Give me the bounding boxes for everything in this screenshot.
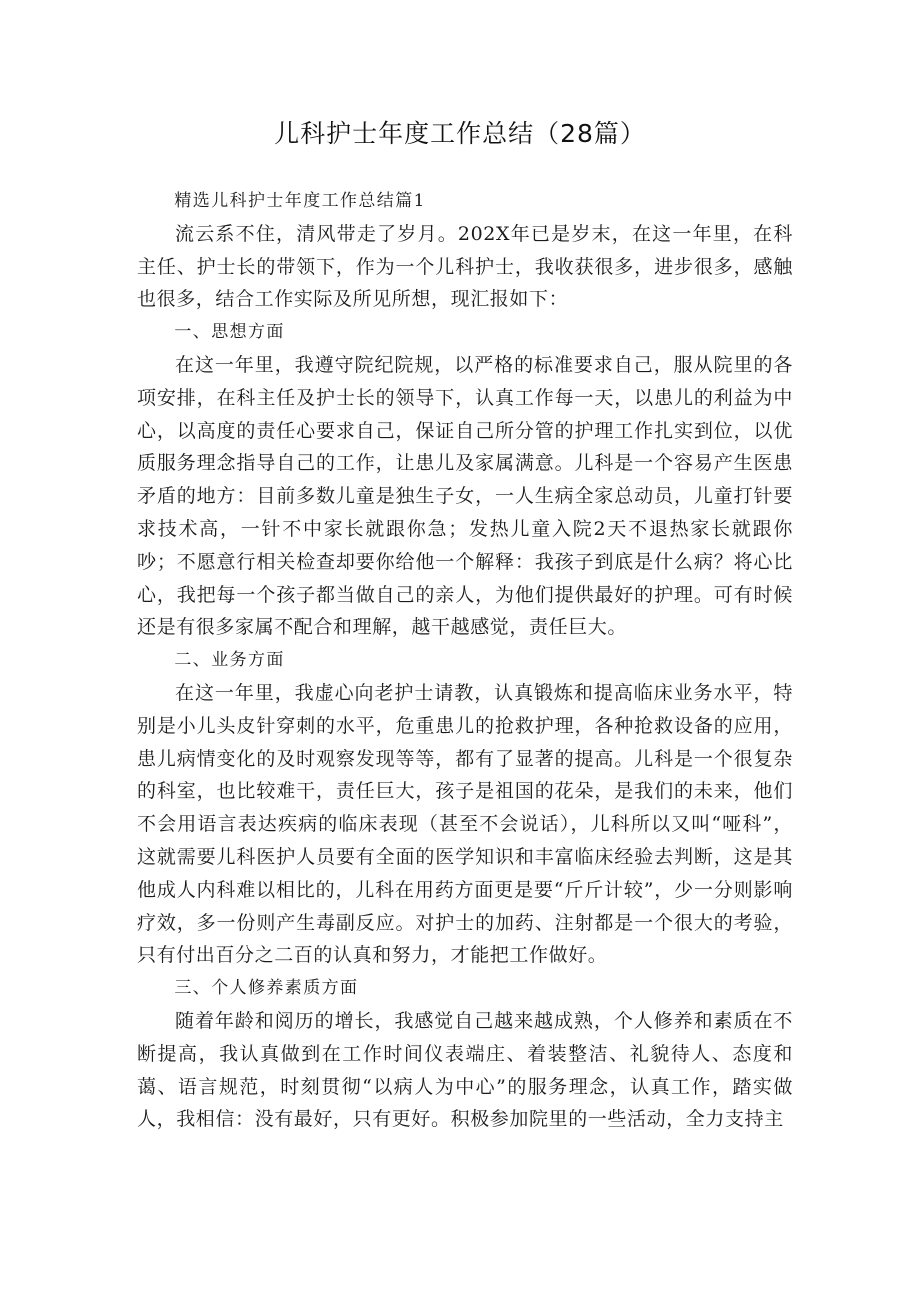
- section-heading-thought: 一、思想方面: [174, 322, 285, 343]
- section-heading-business: 二、业务方面: [174, 650, 285, 671]
- document-body: [137, 185, 793, 1136]
- intro-paragraph: 流云系不住，清风带走了岁月。202X年已是岁末，在这一年里，在科主任、护士长的带领下，作为一个儿科护士，我收获很多，进步很多，感触也很多，结合工作实际及所见所想，现汇报如下：: [137, 222, 793, 311]
- section-heading-personal: 三、个人修养素质方面: [174, 978, 359, 999]
- section-paragraph-business: 在这一年里，我虚心向老护士请教，认真锻炼和提高临床业务水平，特别是小儿头皮针穿刺的水平，危重患儿的抢救护理，各种抢救设备的应用，患儿病情变化的及时观察发现等等，都有了显著的提高。儿科是一个很复杂的科室，也比较难干，责任巨大，孩子是祖国的花朵，是我们的未来，他们不会用语言表达疾病的临床表现（甚至不会说话），儿科所以又叫“哑科”，这就需要儿科医护人员要有全面的医学知识和丰富临床经验去判断，这是其他成人内科难以相比的，儿科在用药方面更是要“斤斤计较”，少一分则影响疗效，多一份则产生毒副反应。对护士的加药、注射都是一个很大的考验，只有付出百分之二百的认真和努力，才能把工作做好。: [137, 681, 793, 967]
- article-subtitle: 精选儿科护士年度工作总结篇1: [174, 191, 426, 211]
- document-title: 儿科护士年度工作总结（28篇）: [274, 119, 646, 148]
- section-paragraph-thought: 在这一年里，我遵守院纪院规，以严格的标准要求自己，服从院里的各项安排，在科主任及护士长的领导下，认真工作每一天，以患儿的利益为中心，以高度的责任心要求自己，保证自己所分管的护理工作扎实到位，以优质服务理念指导自己的工作，让患儿及家属满意。儿科是一个容易产生医患矛盾的地方：目前多数儿童是独生子女，一人生病全家总动员，儿童打针要求技术高，一针不中家长就跟你急；发热儿童入院2天不退热家长就跟你吵；不愿意行相关检查却要你给他一个解释：我孩子到底是什么病？将心比心，我把每一个孩子都当做自己的亲人，为他们提供最好的护理。可有时候还是有很多家属不配合和理解，越干越感觉，责任巨大。: [137, 353, 793, 639]
- section-paragraph-personal: 随着年龄和阅历的增长，我感觉自己越来越成熟，个人修养和素质在不断提高，我认真做到在工作时间仪表端庄、着装整洁、礼貌待人、态度和蔼、语言规范，时刻贯彻“以病人为中心”的服务理念，认真工作，踏实做人，我相信：没有最好，只有更好。积极参加院里的一些活动，全力支持主: [137, 1009, 793, 1131]
